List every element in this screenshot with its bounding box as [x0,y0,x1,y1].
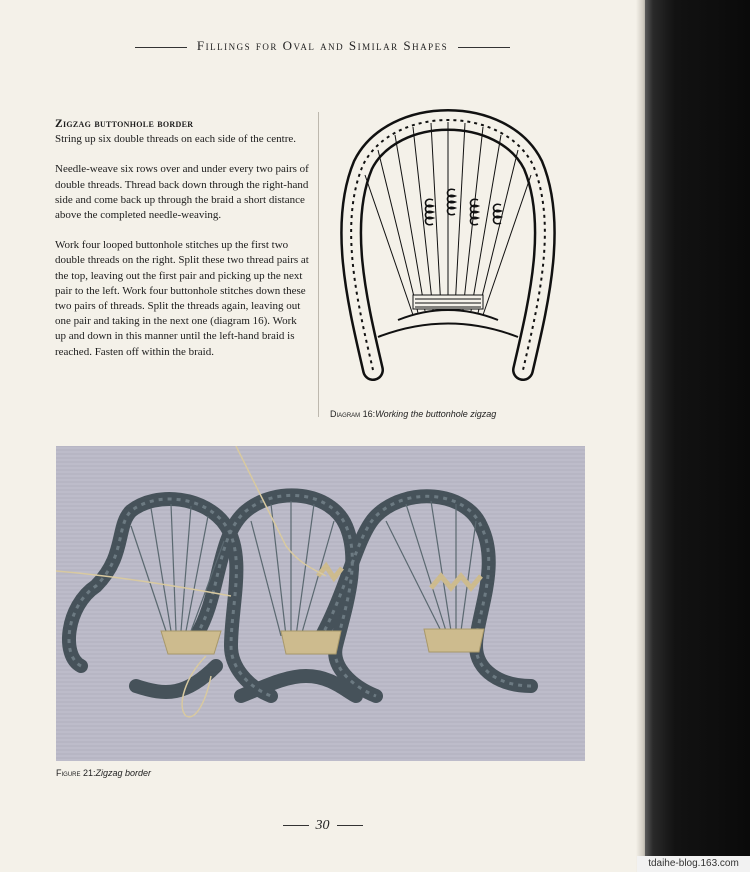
figure-caption [56,768,151,778]
footer-dash-left [283,825,309,826]
instructions-column [55,117,310,375]
column-divider [318,112,319,417]
header-title: Fillings for Oval and Similar Shapes [196,38,449,53]
page-number: 30 [315,818,330,833]
page-footer [0,818,645,834]
diagram-caption-label: Diagram 16: [330,409,376,419]
header-rule-left [135,47,187,48]
paragraph-3: Work four looped buttonhole stitches up the first two double threads on the right. Split these two thread pairs at the top, leaving out the first pair and picking up the next pair to the left. Work four buttonhole stitches down these two pairs of threads. Split the threads again, leaving out one pair and taking in the next one (diagram 16). Work up and down in this manner until the left-hand braid is reached. Fasten off within the braid. [55,239,309,358]
watermark: tdaihe-blog.163.com [637,856,750,872]
figure-caption-text: Zigzag border [95,768,152,778]
book-gutter [645,0,750,872]
diagram-caption [330,409,496,419]
figure-caption-label: Figure 21: [56,768,96,778]
section-heading: Zigzag buttonhole border [55,118,194,130]
header-rule-right [458,47,510,48]
diagram-caption-text: Working the buttonhole zigzag [375,409,497,419]
paragraph-1: String up six double threads on each side of the centre. [55,133,297,146]
paragraph-2: Needle-weave six rows over and under every two pairs of double threads. Thread back down through the right-hand side and come back up through the braid a short distance above the completed needle-weaving. [55,163,309,222]
figure-21-photo [56,446,585,761]
running-header [0,38,645,54]
footer-dash-right [337,825,363,826]
diagram-16-illustration [333,105,563,405]
